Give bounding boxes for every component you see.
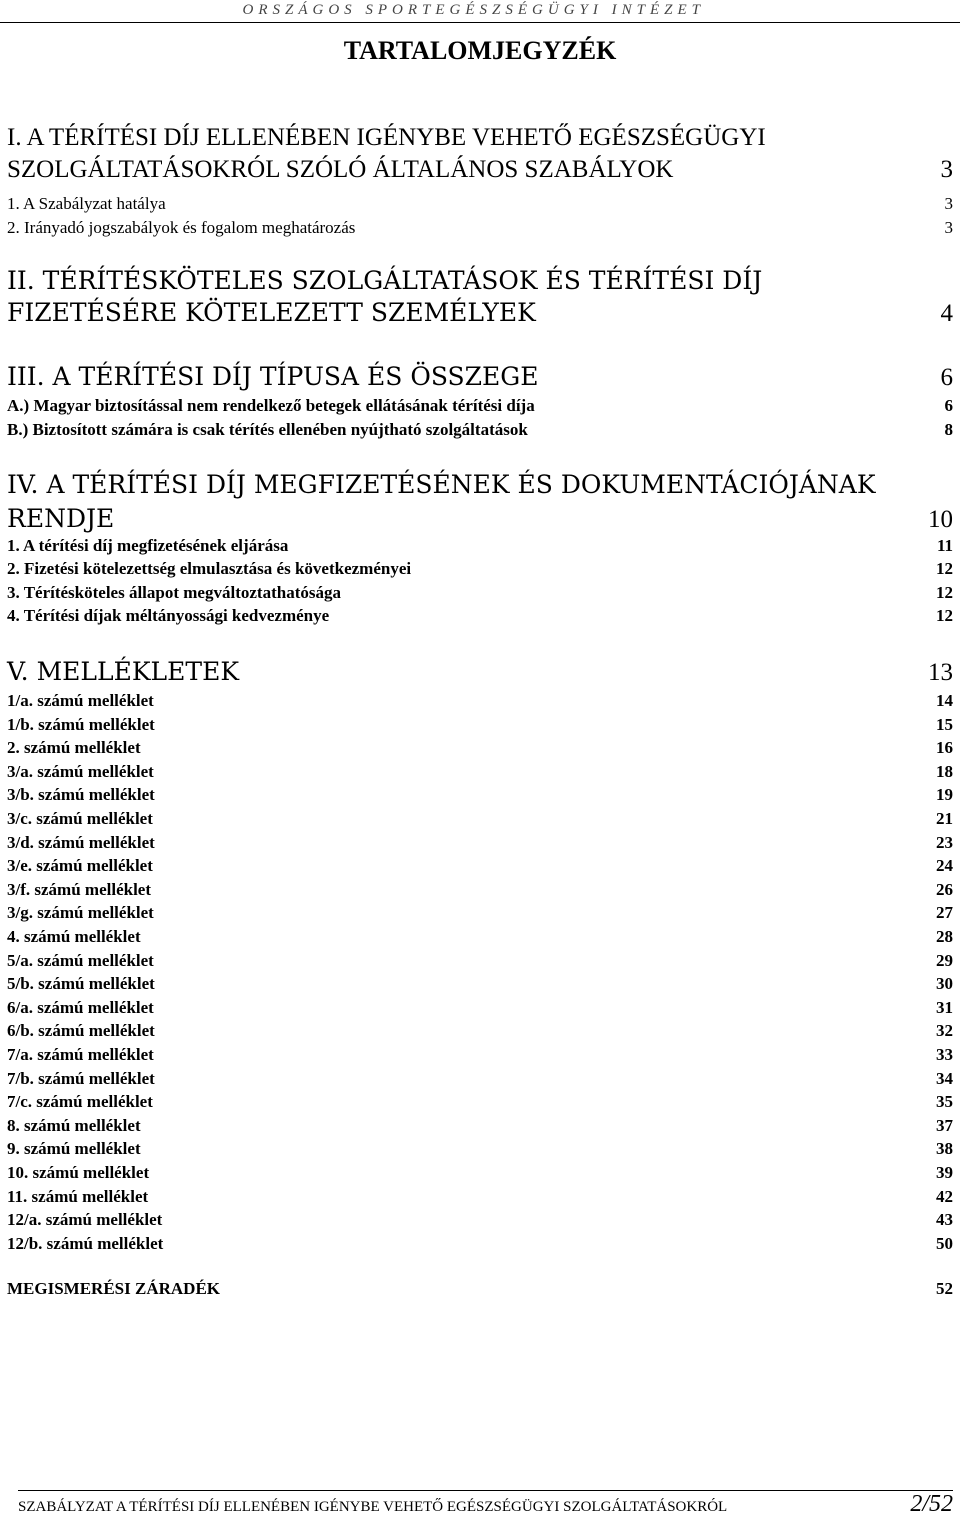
annex-item[interactable] — [7, 833, 953, 853]
toc-label: IV. A TÉRÍTÉSI DÍJ MEGFIZETÉSÉNEK ÉS DOKUMENTÁCIÓJÁNAK — [7, 470, 876, 499]
toc-page: 3 — [944, 218, 953, 237]
toc-label: 7/a. számú melléklet — [7, 1045, 154, 1064]
toc-section-2[interactable] — [7, 298, 953, 328]
toc-label: 3/a. számú melléklet — [7, 761, 154, 781]
toc-label: 8. számú melléklet — [7, 1115, 141, 1135]
toc-page: 38 — [936, 1139, 953, 1159]
toc-label: 3/g. számú melléklet — [7, 903, 154, 923]
toc-page: 12 — [936, 583, 953, 602]
toc-label: RENDJE — [7, 504, 115, 533]
toc-page: 10 — [928, 506, 953, 533]
toc-page: 16 — [936, 738, 953, 758]
toc-label: 4. számú melléklet — [7, 927, 141, 946]
toc-page: 34 — [936, 1068, 953, 1088]
annex-item[interactable] — [7, 809, 953, 829]
toc-page: 6 — [940, 364, 953, 391]
annex-item[interactable] — [7, 856, 953, 876]
toc-page: 37 — [936, 1115, 953, 1135]
annex-item[interactable] — [7, 762, 953, 782]
annex-item[interactable] — [7, 1163, 953, 1183]
toc-page: 18 — [936, 761, 953, 781]
toc-section-1-line1[interactable] — [7, 124, 953, 152]
toc-label: 12/a. számú melléklet — [7, 1210, 163, 1230]
toc-page: 33 — [936, 1045, 953, 1064]
toc-item[interactable] — [7, 218, 953, 238]
annex-item[interactable] — [7, 1021, 953, 1041]
annex-item[interactable] — [7, 998, 953, 1018]
toc-label: V. MELLÉKLETEK — [7, 657, 240, 686]
toc-page: 32 — [936, 1021, 953, 1041]
toc-label: MEGISMERÉSI ZÁRADÉK — [7, 1279, 221, 1298]
toc-page: 42 — [936, 1186, 953, 1206]
toc-item[interactable] — [7, 606, 953, 626]
toc-page: 29 — [936, 950, 953, 970]
toc-label: 2. számú melléklet — [7, 738, 141, 758]
toc-page: 21 — [936, 809, 953, 828]
annex-item[interactable] — [7, 691, 953, 711]
toc-label: I. A TÉRÍTÉSI DÍJ ELLENÉBEN IGÉNYBE VEHETŐ EGÉSZSÉGÜGYI — [7, 124, 766, 151]
toc-label: 6/a. számú melléklet — [7, 997, 154, 1017]
toc-page: 4 — [940, 300, 953, 327]
toc-label: 1/b. számú melléklet — [7, 714, 155, 734]
toc-label: 3/b. számú melléklet — [7, 785, 155, 805]
annex-item[interactable] — [7, 1045, 953, 1065]
annex-item[interactable] — [7, 1234, 953, 1254]
annex-item[interactable] — [7, 1187, 953, 1207]
toc-item[interactable] — [7, 194, 953, 214]
toc-page: 6 — [944, 396, 953, 415]
annex-item[interactable] — [7, 1210, 953, 1230]
toc-label: II. TÉRÍTÉSKÖTELES SZOLGÁLTATÁSOK ÉS TÉRÍTÉSI DÍJ — [7, 266, 763, 295]
toc-page: 3 — [940, 156, 953, 183]
toc-page: 12 — [936, 606, 953, 625]
toc-page: 12 — [936, 559, 953, 578]
annex-item[interactable] — [7, 927, 953, 947]
toc-page: 14 — [936, 691, 953, 710]
toc-page: 8 — [944, 420, 953, 439]
toc-label: 10. számú melléklet — [7, 1163, 150, 1182]
toc-page: 3 — [944, 194, 953, 213]
toc-label: 2. Fizetési kötelezettség elmulasztása és következményei — [7, 559, 412, 578]
toc-label: SZOLGÁLTATÁSOKRÓL SZÓLÓ ÁLTALÁNOS SZABÁLYOK — [7, 156, 674, 183]
toc-section-5[interactable] — [7, 657, 953, 687]
toc-page: 35 — [936, 1092, 953, 1112]
toc-item[interactable] — [7, 559, 953, 579]
toc-item[interactable] — [7, 396, 953, 416]
toc-label: 11. számú melléklet — [7, 1186, 149, 1206]
toc-label: 3/e. számú melléklet — [7, 856, 153, 876]
annex-item[interactable] — [7, 1116, 953, 1136]
toc-label: 12/b. számú melléklet — [7, 1233, 164, 1253]
annex-item[interactable] — [7, 880, 953, 900]
annex-item[interactable] — [7, 903, 953, 923]
toc-page: 26 — [936, 879, 953, 899]
toc-page: 23 — [936, 832, 953, 852]
page-footer — [18, 1490, 953, 1517]
toc-label: III. A TÉRÍTÉSI DÍJ TÍPUSA ÉS ÖSSZEGE — [7, 362, 539, 391]
toc-label: 7/c. számú melléklet — [7, 1092, 153, 1112]
toc-label: 3/c. számú melléklet — [7, 809, 153, 828]
toc-label: 4. Térítési díjak méltányossági kedvezménye — [7, 606, 330, 625]
toc-label: 7/b. számú melléklet — [7, 1068, 155, 1088]
toc-page: 13 — [928, 659, 953, 686]
toc-section-4-line1[interactable] — [7, 470, 953, 499]
toc-page: 39 — [936, 1163, 953, 1182]
toc-item[interactable] — [7, 420, 953, 440]
annex-item[interactable] — [7, 1069, 953, 1089]
toc-page: 30 — [936, 974, 953, 994]
toc-label: 5/a. számú melléklet — [7, 950, 154, 970]
toc-section-1[interactable] — [7, 156, 953, 184]
toc-section-2-line1[interactable] — [7, 266, 953, 295]
annex-item[interactable] — [7, 785, 953, 805]
annex-item[interactable] — [7, 738, 953, 758]
annex-item[interactable] — [7, 1139, 953, 1159]
toc-item[interactable] — [7, 536, 953, 556]
toc-page: 11 — [936, 536, 953, 555]
toc-page: 27 — [936, 903, 953, 923]
toc-label: B.) Biztosított számára is csak térítés ellenében nyújtható szolgáltatások — [7, 420, 528, 439]
institute-name: ORSZÁGOS SPORTEGÉSZSÉGÜGYI INTÉZET — [242, 2, 705, 18]
toc-section-4[interactable] — [7, 504, 953, 534]
toc-label: 1. A Szabályzat hatálya — [7, 194, 166, 213]
toc-page: 15 — [936, 714, 953, 734]
annex-item[interactable] — [7, 715, 953, 735]
toc-label: 3. Térítésköteles állapot megváltoztathatósága — [7, 583, 341, 602]
annex-item[interactable] — [7, 1092, 953, 1112]
toc-page: 52 — [936, 1279, 953, 1298]
page-number: 2/52 — [910, 1491, 953, 1517]
annex-item[interactable] — [7, 974, 953, 994]
toc-page: 28 — [936, 927, 953, 946]
toc-label: 1. A térítési díj megfizetésének eljárása — [7, 536, 289, 555]
toc-page: 24 — [936, 856, 953, 876]
toc-label: 6/b. számú melléklet — [7, 1021, 155, 1041]
footer-title: SZABÁLYZAT A TÉRÍTÉSI DÍJ ELLENÉBEN IGÉNYBE VEHETŐ EGÉSZSÉGÜGYI SZOLGÁLTATÁSOKRÓL — [18, 1499, 728, 1515]
toc-page: 43 — [936, 1210, 953, 1230]
annex-item[interactable] — [7, 951, 953, 971]
toc-label: FIZETÉSÉRE KÖTELEZETT SZEMÉLYEK — [7, 298, 536, 327]
toc-label: 9. számú melléklet — [7, 1139, 141, 1159]
toc-label: A.) Magyar biztosítással nem rendelkező betegek ellátásának térítési díja — [7, 396, 535, 415]
toc-closing[interactable] — [7, 1279, 953, 1299]
toc-label: 2. Irányadó jogszabályok és fogalom meghatározás — [7, 218, 356, 237]
page-title: TARTALOMJEGYZÉK — [343, 36, 617, 65]
toc-label: 3/d. számú melléklet — [7, 832, 155, 852]
toc-page: 19 — [936, 785, 953, 805]
toc-label: 5/b. számú melléklet — [7, 974, 155, 994]
toc-label: 1/a. számú melléklet — [7, 691, 154, 710]
toc-item[interactable] — [7, 583, 953, 603]
page-header — [0, 0, 960, 23]
toc-section-3[interactable] — [7, 362, 953, 392]
toc-page: 50 — [936, 1233, 953, 1253]
toc-label: 3/f. számú melléklet — [7, 879, 151, 899]
toc-page: 31 — [936, 997, 953, 1017]
